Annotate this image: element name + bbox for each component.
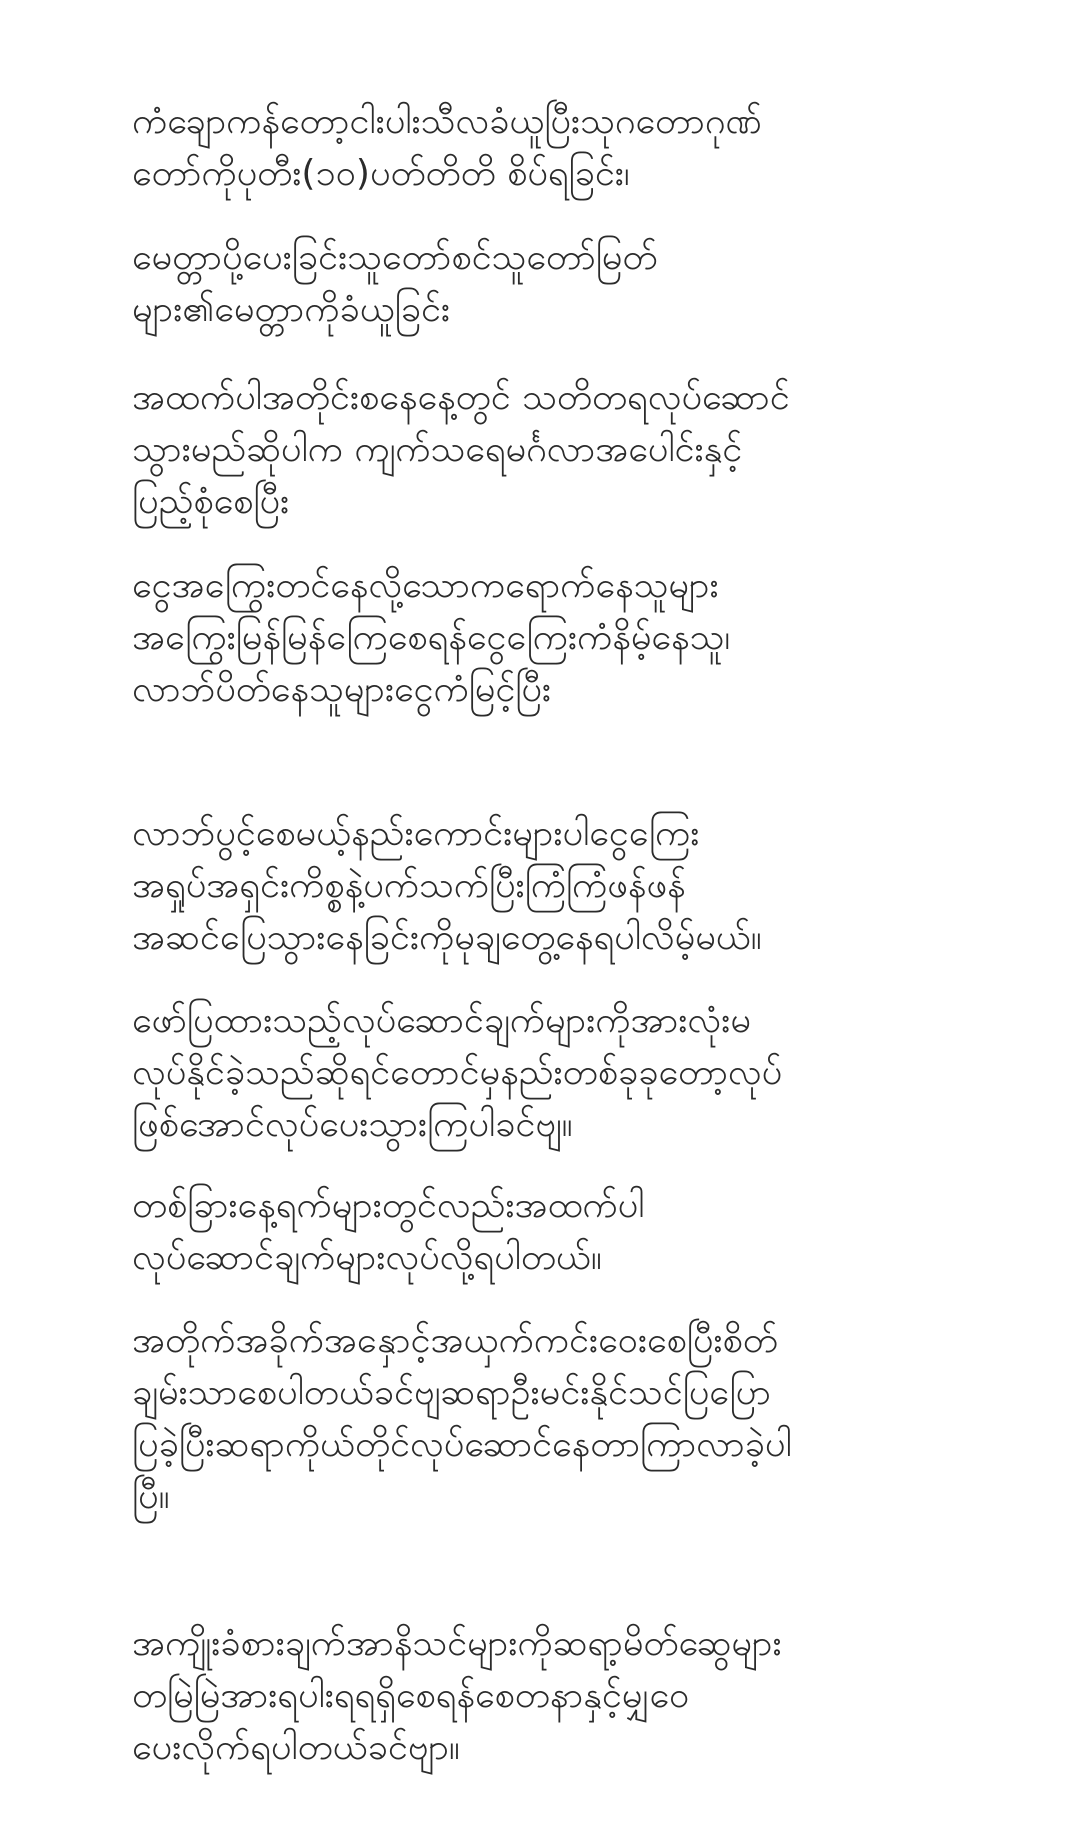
paragraph-2: မေတ္တာပို့ပေးခြင်းသူတော်စင်သူတော်မြတ် များ၏မေတ္တာကိုခံယူခြင်း: [132, 237, 658, 330]
paragraph-9: အကျိုးခံစားချက်အာနိသင်များကိုဆရာ့မိတ်ဆွေများ တမြဲမြဲအားရပါးရရရှိစေရန်စေတနာနှင့်မျှဝေ ပေးလိုက်ရပါတယ်ခင်ဗျာ။: [132, 1623, 782, 1768]
paragraph-3: အထက်ပါအတိုင်းစနေနေ့တွင် သတိတရလုပ်ဆောင် သွားမည်ဆိုပါက ကျက်သရေမင်္ဂလာအပေါင်းနှင့် ပြည့်စုံစေပြီး: [132, 377, 790, 522]
paragraph-4: ငွေအကြွေးတင်နေလို့သောကရောက်နေသူများ အကြွေးမြန်မြန်ကြေစေရန်ငွေကြေးကံနိမ့်နေသူ၊ လာဘ်ပိတ်နေသူများငွေကံမြင့်ပြီး: [132, 565, 731, 710]
paragraph-5: လာဘ်ပွင့်စေမယ့်နည်းကောင်းများပါငွေကြေး အရှုပ်အရှင်းကိစ္စနဲ့ပက်သက်ပြီးကြံကြံဖန်ဖန် အဆင်ပြေသွားနေခြင်းကိုမုချတွေ့နေရပါလိမ့်မယ်။: [132, 813, 762, 958]
paragraph-6: ဖော်ပြထားသည့်လုပ်ဆောင်ချက်များကိုအားလုံးမ လုပ်နိုင်ခဲ့သည်ဆိုရင်တောင်မှနည်းတစ်ခုခုတော့လုပ် ဖြစ်အောင်လုပ်ပေးသွားကြပါခင်ဗျ။: [132, 1000, 783, 1145]
paragraph-7: တစ်ခြားနေ့ရက်များတွင်လည်းအထက်ပါ လုပ်ဆောင်ချက်များလုပ်လို့ရပါတယ်။: [132, 1185, 645, 1278]
paragraph-8: အတိုက်အခိုက်အနှောင့်အယှက်ကင်းဝေးစေပြီးစိတ် ချမ်းသာစေပါတယ်ခင်ဗျဆရာဦးမင်းနိုင်သင်ပြပြော ပြခဲ့ပြီးဆရာကိုယ်တိုင်လုပ်ဆောင်နေတာကြာလာခဲ့ပါ ပြီ။: [132, 1320, 792, 1517]
paragraph-1: ကံချောကန်တော့ငါးပါးသီလခံယူပြီးသုဂတောဂုဏ် တော်ကိုပုတီး(၁၀)ပတ်တိတိ စိပ်ရခြင်း၊: [132, 101, 762, 194]
